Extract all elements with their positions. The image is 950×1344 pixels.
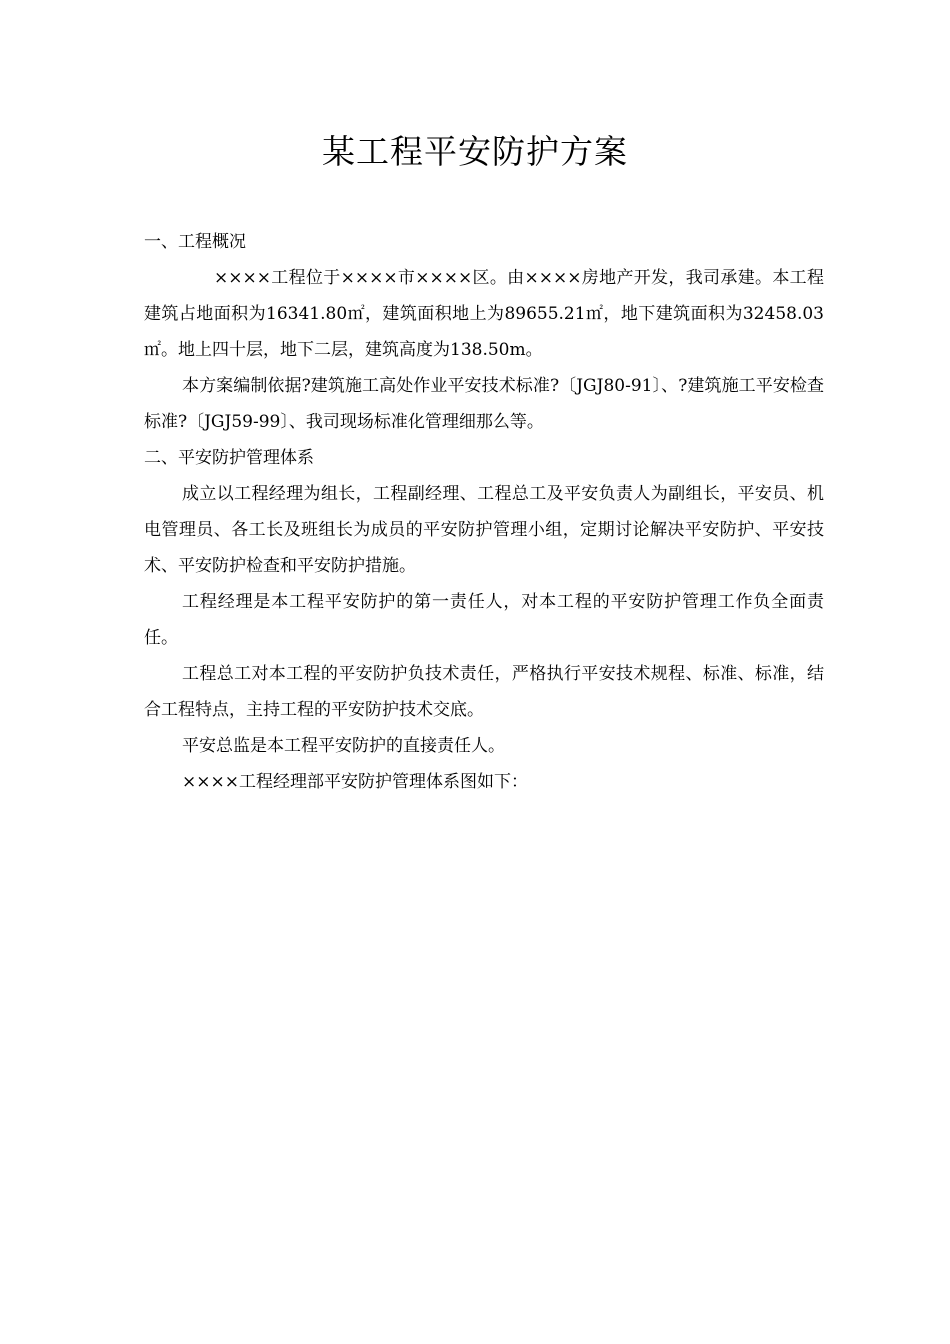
paragraph: 成立以工程经理为组长，工程副经理、工程总工及平安负责人为副组长，平安员、机电管理员、各工长及班组长为成员的平安防护管理小组，定期讨论解决平安防护、平安技术、平安防护检查和平安防护措施。 <box>144 484 824 576</box>
paragraph: ××××工程位于××××市××××区。由××××房地产开发，我司承建。本工程建筑占地面积为16341.80㎡，建筑面积地上为89655.21㎡，地下建筑面积为32458.03㎡。地上四十层，地下二层，建筑高度为138.50m。 <box>144 268 824 360</box>
paragraph: 工程总工对本工程的平安防护负技术责任，严格执行平安技术规程、标准、标准，结合工程特点，主持工程的平安防护技术交底。 <box>144 664 824 720</box>
section-heading: 二、平安防护管理体系 <box>144 448 314 468</box>
paragraph: ××××工程经理部平安防护管理体系图如下： <box>182 772 528 792</box>
section-heading: 一、工程概况 <box>144 232 246 252</box>
document-title: 某工程平安防护方案 <box>322 132 628 171</box>
document-body <box>144 224 824 800</box>
paragraph: 平安总监是本工程平安防护的直接责任人。 <box>182 736 505 756</box>
paragraph: 本方案编制依据?建筑施工高处作业平安技术标准?〔JGJ80-91〕、?建筑施工平安检查标准?〔JGJ59-99〕、我司现场标准化管理细那么等。 <box>144 376 824 432</box>
paragraph: 工程经理是本工程平安防护的第一责任人，对本工程的平安防护管理工作负全面责任。 <box>144 592 824 648</box>
